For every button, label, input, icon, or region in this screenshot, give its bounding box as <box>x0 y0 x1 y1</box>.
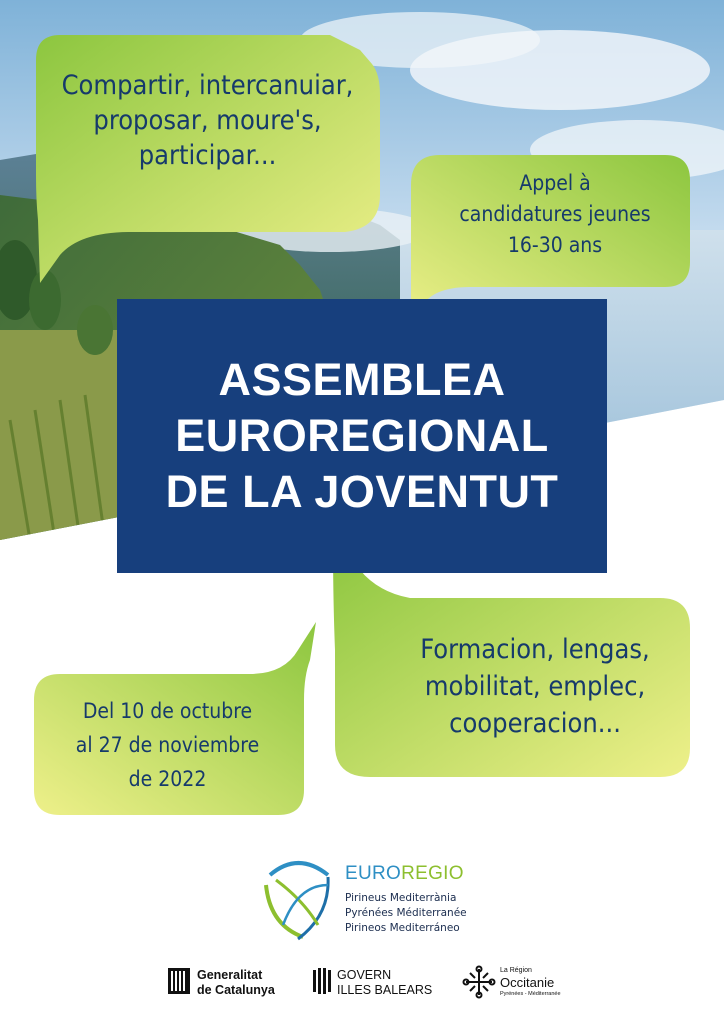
euroregio-logo <box>258 855 518 950</box>
bubble-top-right-text <box>430 168 680 261</box>
generalitat-line: Generalitat <box>197 968 263 982</box>
title-line: EUROREGIONAL <box>175 410 549 461</box>
govern-line: ILLES BALEARS <box>337 983 433 997</box>
bubble-bottom-right-text <box>380 631 690 742</box>
govern-emblem-icon <box>313 968 331 994</box>
title-box <box>117 299 607 573</box>
bubble-line: 16-30 ans <box>507 233 603 257</box>
bubble-line: al 27 de noviembre <box>75 733 260 757</box>
euroregio-name <box>345 863 464 885</box>
bubble-line: Compartir, intercanuiar, <box>61 70 354 101</box>
bubble-top-left-text <box>40 68 375 173</box>
occitanie-logo <box>462 965 572 1005</box>
bubble-line: Del 10 de octubre <box>82 699 253 723</box>
occitanie-small: La Région <box>500 967 532 974</box>
bubble-line: Formacion, lengas, <box>420 634 650 665</box>
occitanie-cross-icon <box>462 965 496 999</box>
occitanie-name: Occitanie <box>500 975 555 990</box>
title-line: DE LA JOVENTUT <box>165 466 559 517</box>
bubble-line: proposar, moure's, <box>93 105 322 136</box>
euroregio-emblem-icon <box>258 855 338 945</box>
bubble-line: candidatures jeunes <box>459 202 651 226</box>
euroregio-name-part2: REGIO <box>401 863 464 884</box>
euroregio-line: Pirineus Mediterrània <box>345 892 457 904</box>
bubble-bottom-left-text <box>50 694 285 796</box>
bubble-line: cooperacion... <box>449 708 621 739</box>
govern-logo <box>313 965 443 1005</box>
govern-line: GOVERN <box>337 968 392 982</box>
euroregio-name-part1: EURO <box>345 863 402 884</box>
bubble-line: Appel à <box>519 171 591 195</box>
euroregio-line: Pyrénées Méditerranée <box>345 907 467 919</box>
generalitat-emblem-icon <box>168 968 190 994</box>
bubble-line: de 2022 <box>128 767 207 791</box>
title-line: ASSEMBLEA <box>218 354 506 405</box>
occitanie-sub: Pyrénées - Méditerranée <box>500 991 561 997</box>
bubble-line: participar... <box>138 140 277 171</box>
bubble-line: mobilitat, emplec, <box>424 671 646 702</box>
generalitat-logo <box>168 965 288 1005</box>
generalitat-line: de Catalunya <box>197 983 275 997</box>
euroregio-line: Pirineos Mediterráneo <box>345 922 460 934</box>
